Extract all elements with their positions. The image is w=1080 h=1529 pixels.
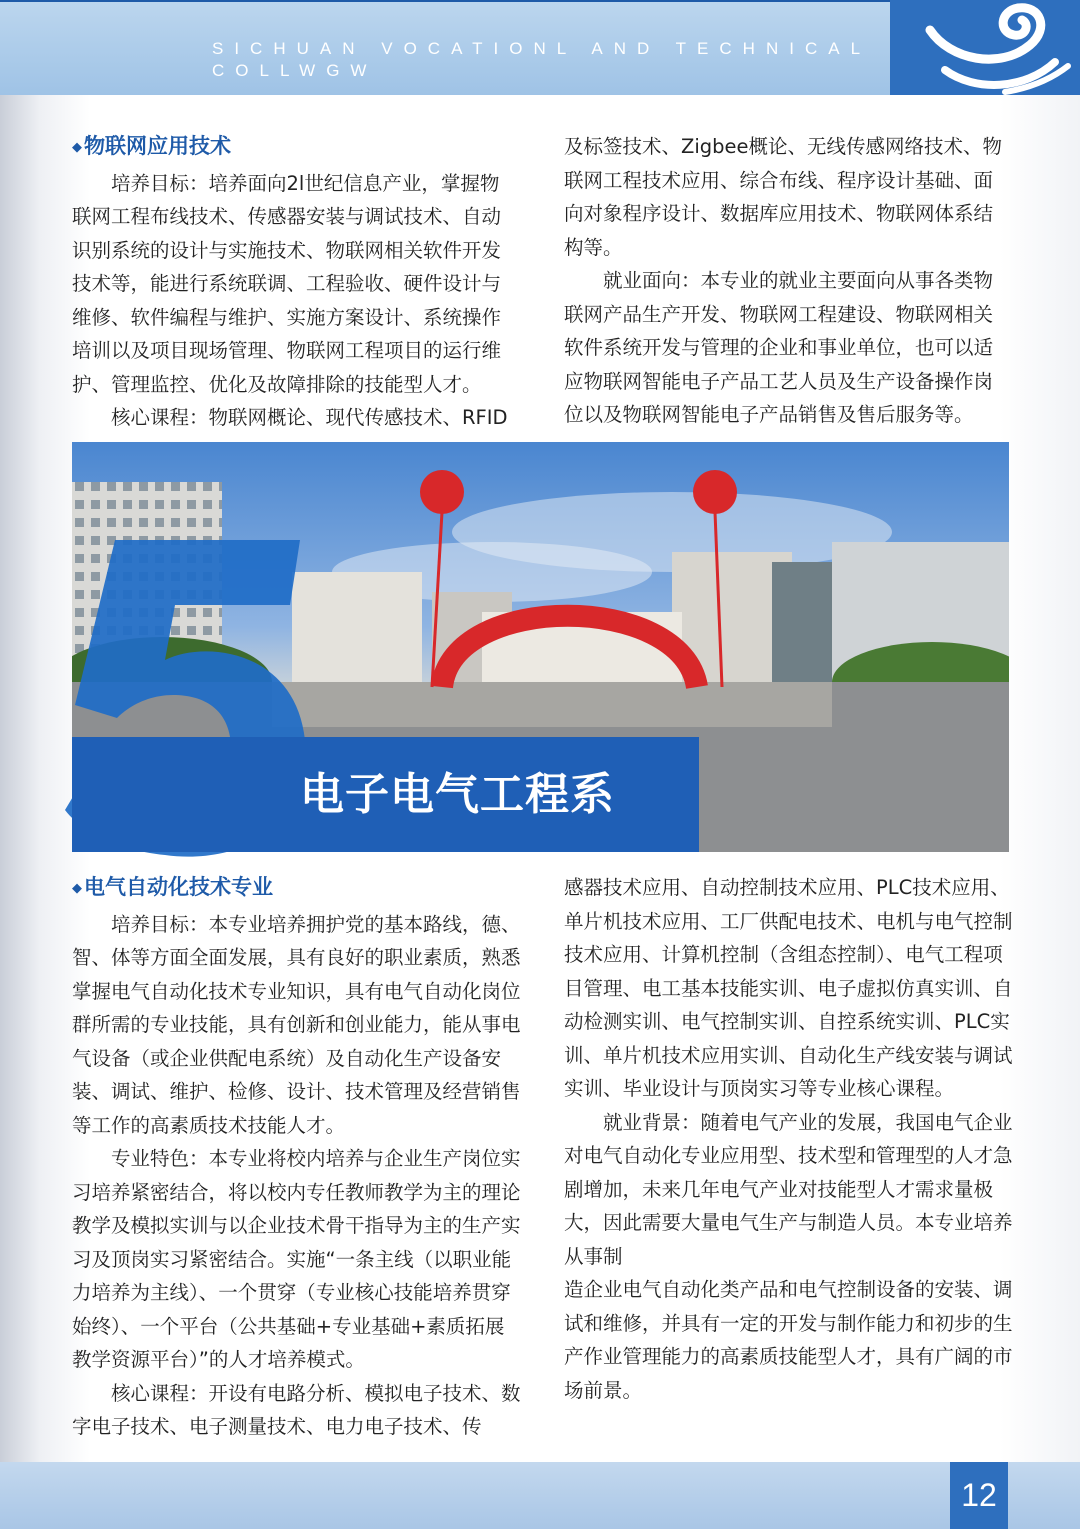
diamond-bullet-icon: ◆ [72, 881, 82, 896]
section2-paragraph: 就业背景：随着电气产业的发展，我国电气企业对电气自动化专业应用型、技术型和管理型的人才急剧增加，未来几年电气产业对技能型人才需求量极大，因此需要大量电气生产与制造人员。本专业培养从事制 [564, 1110, 1013, 1268]
header-english-title: SICHUAN VOCATIONL AND TECHNICAL COLLWGW [212, 39, 871, 80]
section1-title [72, 130, 517, 167]
section2-right-column [564, 871, 1014, 1407]
page-number: 12 [961, 1477, 997, 1513]
section1-right-column [564, 130, 1011, 432]
section2-paragraph: 专业特色：本专业将校内培养与企业生产岗位实习培养紧密结合，将以校内专任教师教学为主的理论教学及模拟实训与以企业技术骨干指导为主的生产实习及顶岗实习紧密结合。实施“一条主线（以职业能力培养为主线）、一个贯穿（专业核心技能培养贯穿始终）、一个平台（公共基础+专业基础+素质拓展教学资源平台）”的人才培养模式。 [72, 1147, 521, 1371]
section2-left-column [72, 871, 522, 1444]
section1-paragraph: 及标签技术、Zigbee概论、无线传感网络技术、物联网工程技术应用、综合布线、程序设计基础、面向对象程序设计、数据库应用技术、物联网体系结构等。 [564, 135, 1003, 259]
section1-paragraph: 核心课程：物联网概论、现代传感技术、RFID [111, 406, 508, 429]
section2-title-text: 电气自动化技术专业 [84, 875, 273, 899]
section1-paragraph: 培养目标：培养面向2l世纪信息产业，掌握物联网工程布线技术、传感器安装与调试技术、自动识别系统的设计与实施技术、物联网相关软件开发技术等，能进行系统联调、工程验收、硬件设计与维修、软件编程与维护、实施方案设计、系统操作培训以及项目现场管理、物联网工程项目的运行维护、管理监控、优化及故障排除的技能型人才。 [72, 171, 502, 396]
section2-paragraph: 培养目标：本专业培养拥护党的基本路线，德、智、体等方面全面发展，具有良好的职业素质，熟悉掌握电气自动化技术专业知识，具有电气自动化岗位群所需的专业技能，具有创新和创业能力，能从事电气设备（或企业供配电系统）及自动化生产设备安装、调试、维护、检修、设计、技术管理及经营销售等工作的高素质技术技能人才。 [72, 912, 521, 1137]
wave-spiral-logo-icon [890, 0, 1080, 95]
section1-left-column [72, 130, 517, 435]
section1-paragraph: 就业面向：本专业的就业主要面向从事各类物联网产品生产开发、物联网工程建设、物联网相关软件系统开发与管理的企业和事业单位，也可以适应物联网智能电子产品工艺人员及生产设备操作岗位以及物联网智能电子产品销售及售后服务等。 [564, 269, 994, 426]
section2-paragraph: 核心课程：开设有电路分析、模拟电子技术、数字电子技术、电子测量技术、电力电子技术、传 [72, 1381, 521, 1438]
section2-title [72, 871, 522, 908]
section2-paragraph: 造企业电气自动化类产品和电气控制设备的安装、调试和维修，并具有一定的开发与制作能力和初步的生产作业管理能力的高素质技能型人才，具有广阔的市场前景。 [564, 1278, 1013, 1402]
section1-title-text: 物联网应用技术 [84, 134, 231, 158]
section2-paragraph: 感器技术应用、自动控制技术应用、PLC技术应用、单片机技术应用、工厂供配电技术、电机与电气控制技术应用、计算机控制（含组态控制）、电气工程项目管理、电工基本技能实训、电子虚拟仿真实训、自动检测实训、电气控制实训、自控系统实训、PLC实训、单片机技术应用实训、自动化生产线安装与调试实训、毕业设计与顶岗实习等专业核心课程。 [564, 876, 1013, 1100]
header-logo [890, 0, 1080, 95]
diamond-bullet-icon: ◆ [72, 140, 82, 155]
footer-band [0, 1462, 1080, 1529]
department-title: 电子电气工程系 [300, 769, 615, 820]
